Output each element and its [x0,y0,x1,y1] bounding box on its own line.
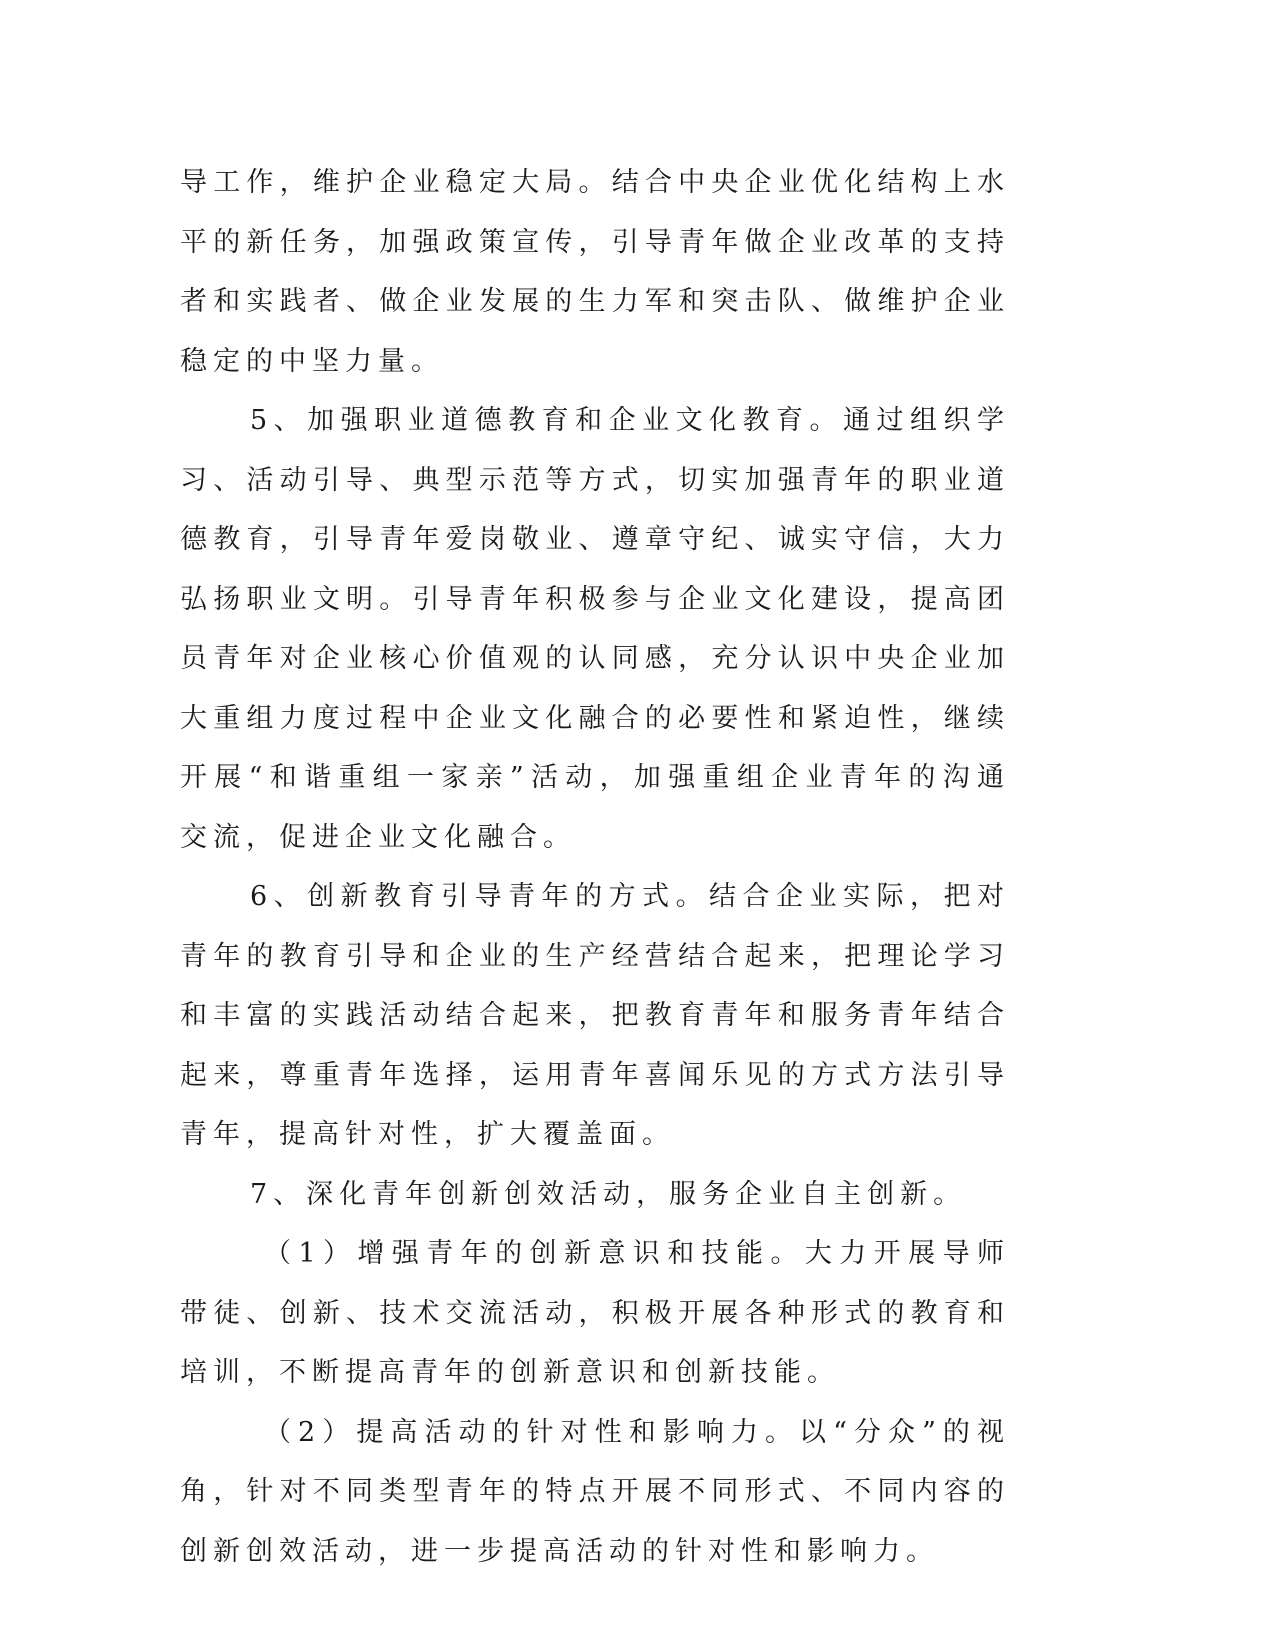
paragraph-item-6: 6、创新教育引导青年的方式。结合企业实际，把对青年的教育引导和企业的生产经营结合起来，把理论学习和丰富的实践活动结合起来，把教育青年和服务青年结合起来，尊重青年选择，运用青年喜闻乐见的方式方法引导青年，提高针对性，扩大覆盖面。 [180,881,1010,1150]
paragraph-continuation: 导工作，维护企业稳定大局。结合中央企业优化结构上水平的新任务，加强政策宣传，引导青年做企业改革的支持者和实践者、做企业发展的生力军和突击队、做维护企业稳定的中坚力量。 [180,167,1010,377]
paragraph-item-7-1: （1）增强青年的创新意识和技能。大力开展导师带徒、创新、技术交流活动，积极开展各种形式的教育和培训，不断提高青年的创新意识和创新技能。 [180,1238,1010,1388]
paragraph-item-7-2: （2）提高活动的针对性和影响力。以“分众”的视角，针对不同类型青年的特点开展不同形式、不同内容的创新创效活动，进一步提高活动的针对性和影响力。 [180,1416,1010,1567]
document-body [180,153,1010,1581]
paragraph-item-5: 5、加强职业道德教育和企业文化教育。通过组织学习、活动引导、典型示范等方式，切实加强青年的职业道德教育，引导青年爱岗敬业、遵章守纪、诚实守信，大力弘扬职业文明。引导青年积极参与企业文化建设，提高团员青年对企业核心价值观的认同感，充分认识中央企业加大重组力度过程中企业文化融合的必要性和紧迫性，继续开展“和谐重组一家亲”活动，加强重组企业青年的沟通交流，促进企业文化融合。 [180,405,1010,853]
paragraph-item-7: 7、深化青年创新创效活动，服务企业自主创新。 [250,1178,967,1210]
